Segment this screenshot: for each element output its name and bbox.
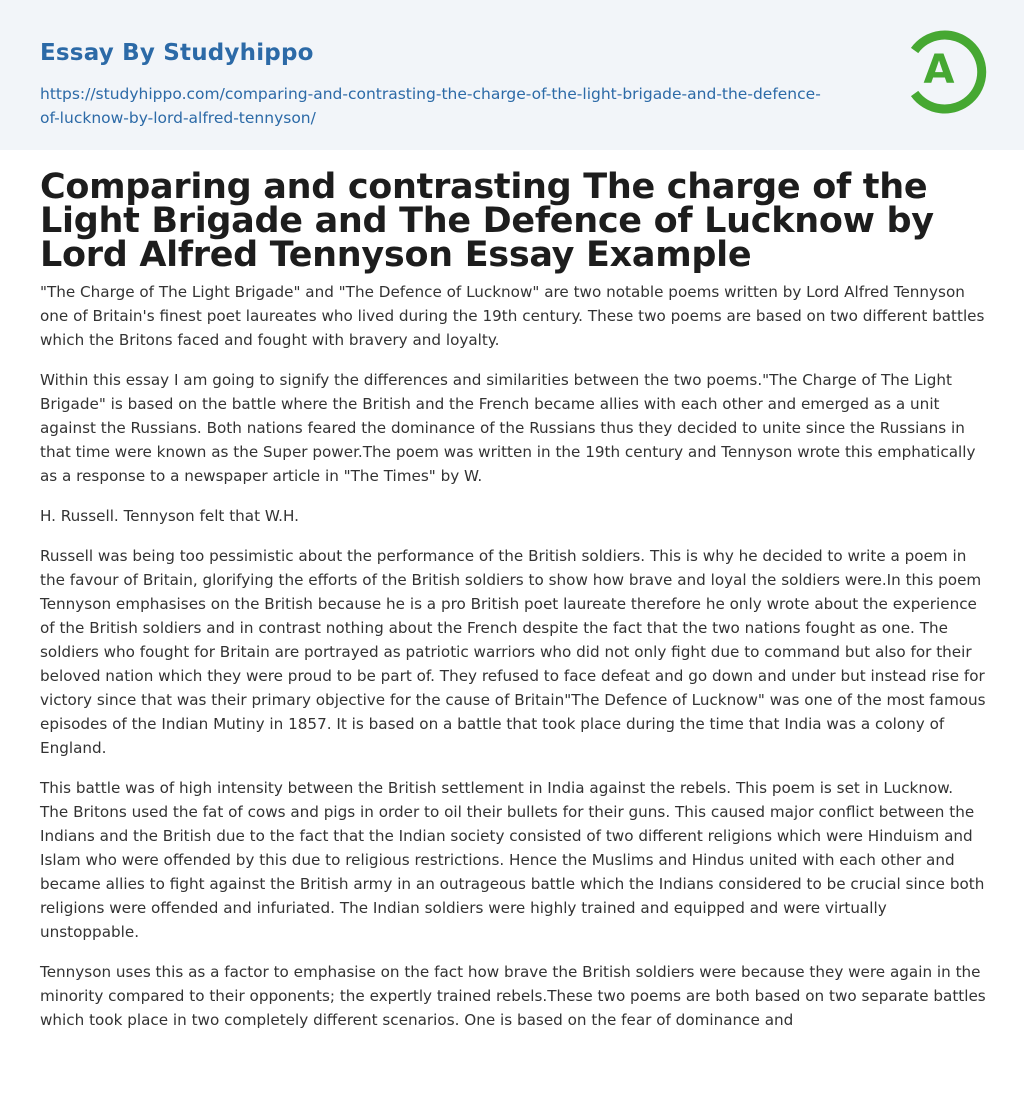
article [40, 167, 986, 1048]
paragraph-5: This battle was of high intensity between the British settlement in India against the rebels. This poem is set in Lucknow. The Britons used the fat of cows and pigs in order to oil their bullets for their guns. This caused major conflict between the Indians and the British due to the fact that the Indian society consisted of two different religions which were Hinduism and Islam who were offended by this due to religious restrictions. Hence the Muslims and Hindus united with each other and became allies to fight against the British army in an outrageous battle which the Indians considered to be crucial since both religions were offended and infuriated. The Indian soldiers were highly trained and equipped and were virtually unstoppable. [40, 779, 985, 941]
paragraph-6: Tennyson uses this as a factor to emphasise on the fact how brave the British soldiers were because they were again in the minority compared to their opponents; the expertly trained rebels.These two poems are both based on two separate battles which took place in two completely different scenarios. One is based on the fear of dominance and [40, 963, 986, 1029]
logo-letter: A [923, 47, 955, 93]
brand-title[interactable]: Essay By Studyhippo [40, 40, 314, 66]
site-header [0, 0, 1024, 150]
paragraph-1: "The Charge of The Light Brigade" and "The Defence of Lucknow" are two notable poems written by Lord Alfred Tennyson one of Britain's finest poet laureates who lived during the 19th century. These two poems are based on two different battles which the Britons faced and fought with bravery and loyalty. [40, 283, 985, 349]
source-url-link[interactable]: https://studyhippo.com/comparing-and-contrasting-the-charge-of-the-light-brigade-and-the-defence-of-lucknow-by-lord-alfred-tennyson/ [40, 85, 821, 127]
paragraph-4: Russell was being too pessimistic about the performance of the British soldiers. This is why he decided to write a poem in the favour of Britain, glorifying the efforts of the British soldiers to show how brave and loyal the soldiers were.In this poem Tennyson emphasises on the British because he is a pro British poet laureate therefore he only wrote about the experience of the British soldiers and in contrast nothing about the French despite the fact that the two nations fought as one. The soldiers who fought for Britain are portrayed as patriotic warriors who did not only fight due to command but also for their beloved nation which they were proud to be part of. They refused to face defeat and go down and under but instead rise for victory since that was their primary objective for the cause of Britain"The Defence of Lucknow" was one of the most famous episodes of the Indian Mutiny in 1857. It is based on a battle that took place during the time that India was a colony of England. [40, 547, 986, 757]
paragraph-2: Within this essay I am going to signify the differences and similarities between the two poems."The Charge of The Light Brigade" is based on the battle where the British and the French became allies with each other and emerged as a unit against the Russians. Both nations feared the dominance of the Russians thus they decided to unite since the Russians in that time were known as the Super power.The poem was written in the 19th century and Tennyson wrote this emphatically as a response to a newspaper article in "The Times" by W. [40, 371, 976, 485]
page-title: Comparing and contrasting The charge of the Light Brigade and The Defence of Lucknow by Lord Alfred Tennyson Essay Example [40, 167, 934, 275]
paragraph-3: H. Russell. Tennyson felt that W.H. [40, 507, 299, 525]
